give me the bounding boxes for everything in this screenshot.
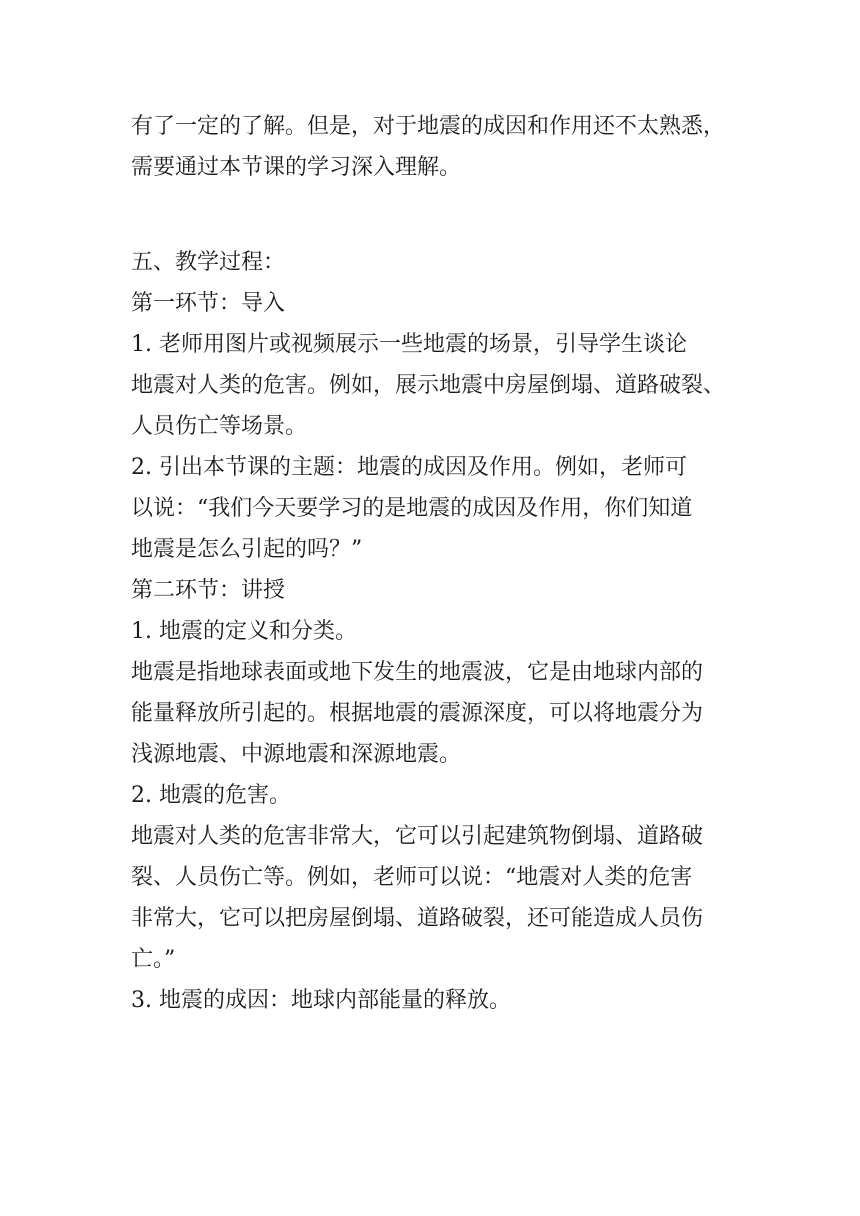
subsection-heading-lecture: 第二环节：讲授 — [131, 578, 286, 603]
text-line: 亡。” — [131, 947, 176, 972]
text-line: 1. 老师用图片或视频展示一些地震的场景，引导学生谈论 — [131, 332, 687, 357]
text-line: 地震对人类的危害非常大，它可以引起建筑物倒塌、道路破 — [131, 824, 704, 849]
text-line: 非常大，它可以把房屋倒塌、道路破裂，还可能造成人员伤 — [131, 906, 704, 931]
text-line: 能量释放所引起的。根据地震的震源深度，可以将地震分为 — [131, 701, 704, 726]
text-line: 地震是指地球表面或地下发生的地震波，它是由地球内部的 — [131, 660, 704, 685]
section-heading: 五、教学过程： — [131, 250, 286, 275]
text-line: 以说：“我们今天要学习的是地震的成因及作用，你们知道 — [131, 496, 693, 521]
text-line: 人员伤亡等场景。 — [131, 414, 308, 439]
text-line: 地震是怎么引起的吗？” — [131, 537, 363, 562]
subsection-heading-intro: 第一环节：导入 — [131, 291, 286, 316]
intro-line: 有了一定的了解。但是，对于地震的成因和作用还不太熟悉， — [131, 114, 726, 139]
text-line: 2. 引出本节课的主题：地震的成因及作用。例如，老师可 — [131, 455, 687, 480]
intro-line: 需要通过本节课的学习深入理解。 — [131, 155, 462, 180]
text-line: 地震对人类的危害。例如，展示地震中房屋倒塌、道路破裂、 — [131, 373, 726, 398]
document-body — [131, 106, 731, 1021]
text-line: 浅源地震、中源地震和深源地震。 — [131, 742, 462, 767]
text-line: 裂、人员伤亡等。例如，老师可以说：“地震对人类的危害 — [131, 865, 693, 890]
text-line: 3. 地震的成因：地球内部能量的释放。 — [131, 988, 511, 1013]
text-line: 2. 地震的危害。 — [131, 783, 291, 808]
paragraph-gap — [131, 188, 731, 242]
text-line: 1. 地震的定义和分类。 — [131, 619, 357, 644]
